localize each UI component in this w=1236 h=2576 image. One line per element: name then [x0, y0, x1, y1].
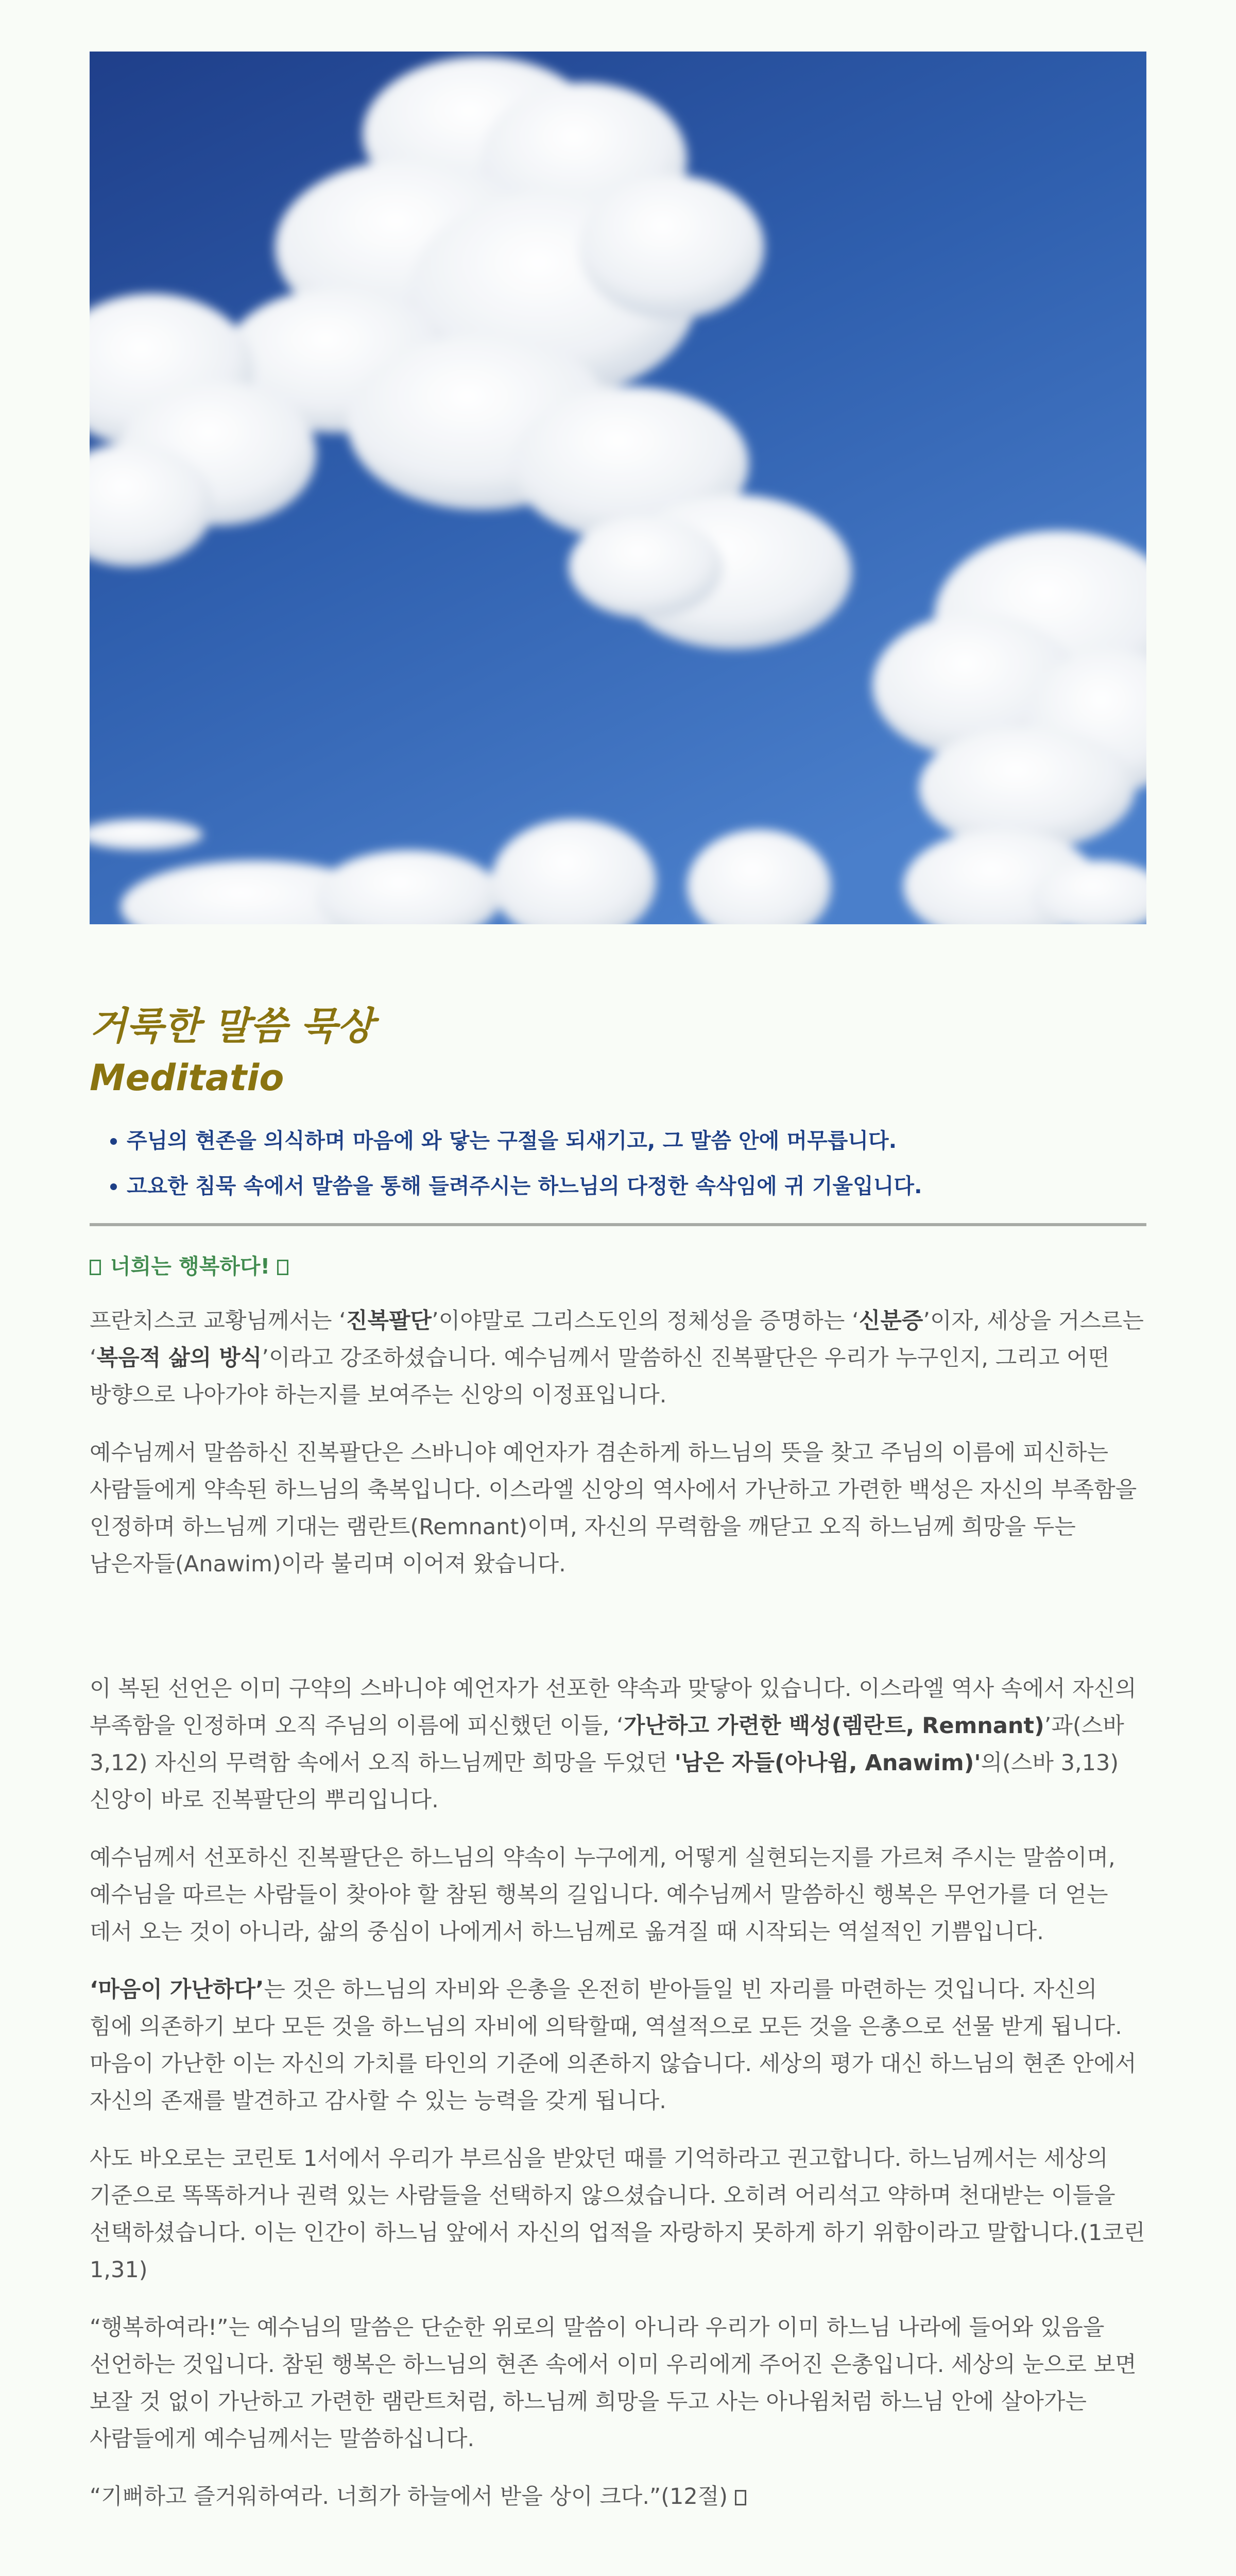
text: ’이라고 강조하셨습니다. 예수님께서 말씀하신 진복팔단은 우리가 누구인지, 그리고 어떤 방향으로 나아가야 하는지를 보여주는 신앙의 이정표입니다.: [90, 1345, 1110, 1408]
intro-list: [90, 1126, 1146, 1200]
divider: [90, 1223, 1146, 1226]
spacer: [90, 1583, 1146, 1650]
missing-glyph-icon: [277, 1260, 288, 1275]
text: 프란치스코 교황님께서는 ‘: [90, 1308, 346, 1334]
text: ’이자, 세상을 거스르는 ‘: [90, 1308, 1144, 1371]
intro-item: • 주님의 현존을 의식하며 마음에 와 닿는 구절을 되새기고, 그 말씀 안에 머무릅니다.: [127, 1126, 1146, 1155]
emphasis: 복음적 삶의 방식: [96, 1345, 262, 1371]
paragraph: 사도 바오로는 코린토 1서에서 우리가 부르심을 받았던 때를 기억하라고 권고합니다. 하느님께서는 세상의 기준으로 똑똑하거나 권력 있는 사람들을 선택하지 않으셨습니다. 오히려 어리석고 약하며 천대받는 이들을 선택하셨습니다. 이는 인간이 하느님 앞에서 자신의 업적을 자랑하지 못하게 하기 위함이라고 말합니다.(1코린 1,31): [90, 2146, 1145, 2283]
emphasis: 진복팔단: [346, 1308, 432, 1334]
paragraph: [90, 1971, 1146, 2120]
text: “기뻐하고 즐거워하여라. 너희가 하늘에서 받을 상이 크다.”(12절): [90, 2484, 728, 2510]
text: 이 복된 선언은 이미 구약의 스바니야 예언자가 선포한 약속과 맞닿아 있습니다. 이스라엘 역사 속에서 자신의 부족함을 인정하며 오직 주님의 이름에 피신했던 이들, ‘: [90, 1676, 1137, 1739]
article: [90, 52, 1146, 2576]
paragraph: 예수님께서 선포하신 진복팔단은 하느님의 약속이 누구에게, 어떻게 실현되는지를 가르쳐 주시는 말씀이며, 예수님을 따르는 사람들이 찾아야 할 참된 행복의 길입니다. 예수님께서 말씀하신 행복은 무언가를 더 얻는 데서 오는 것이 아니라, 삶의 중심이 나에게서 하느님께로 옮겨질 때 시작되는 역설적인 기쁨입니다.: [90, 1845, 1115, 1945]
paragraph: [90, 1302, 1146, 1414]
emphasis: '남은 자들(아나윔, Anawim)': [674, 1750, 981, 1776]
sky-clouds-image: [90, 52, 1146, 924]
section-heading: [90, 1251, 1146, 1282]
text: ’이야말로 그리스도인의 정체성을 증명하는 ‘: [432, 1308, 859, 1334]
emphasis: 가난하고 가련한 백성(렘란트, Remnant): [623, 1713, 1044, 1739]
text: 는 것은 하느님의 자비와 은총을 온전히 받아들일 빈 자리를 마련하는 것입니다. 자신의 힘에 의존하기 보다 모든 것을 하느님의 자비에 의탁할때, 역설적으로 모든 것을 은총으로 선물 받게 됩니다. 마음이 가난한 이는 자신의 가치를 타인의 기준에 의존하지 않습니다. 세상의 평가 대신 하느님의 현존 안에서 자신의 존재를 발견하고 감사할 수 있는 능력을 갖게 됩니다.: [90, 1977, 1137, 2114]
paragraph: “행복하여라!”는 예수님의 말씀은 단순한 위로의 말씀이 아니라 우리가 이미 하느님 나라에 들어와 있음을 선언하는 것입니다. 참된 행복은 하느님의 현존 속에서 이미 우리에게 주어진 은총입니다. 세상의 눈으로 보면 보잘 것 없이 가난하고 가련한 램란트처럼, 하느님께 희망을 두고 사는 아나윔처럼 하느님 안에 살아가는 사람들에게 예수님께서는 말씀하십니다.: [90, 2315, 1137, 2452]
section-heading-text: 너희는 행복하다!: [110, 1254, 270, 1279]
emphasis: ‘마음이 가난하다’: [90, 1977, 264, 2003]
text: ’과(스바 3,12) 자신의 무력함 속에서 오직 하느님께만 희망을 두었던: [90, 1713, 1124, 1776]
paragraph: [90, 2478, 1146, 2515]
missing-glyph-icon: [735, 2490, 746, 2505]
paragraph: 예수님께서 말씀하신 진복팔단은 스바니야 예언자가 겸손하게 하느님의 뜻을 찾고 주님의 이름에 피신하는 사람들에게 약속된 하느님의 축복입니다. 이스라엘 신앙의 역사에서 가난하고 가련한 백성은 자신의 부족함을 인정하며 하느님께 기대는 램란트(Remnant)이며, 자신의 무력함을 깨닫고 오직 하느님께 희망을 두는 남은자들(Anawim)이라 불리며 이어져 왔습니다.: [90, 1440, 1137, 1577]
page-title-korean: 거룩한 말씀 묵상: [90, 1004, 374, 1048]
paragraph: [90, 1670, 1146, 1819]
emphasis: 신분증: [859, 1308, 923, 1334]
intro-item: • 고요한 침묵 속에서 말씀을 통해 들려주시는 하느님의 다정한 속삭임에 귀 기울입니다.: [127, 1172, 1146, 1200]
title-block: [90, 1001, 1146, 1104]
page-title-latin: Meditatio: [90, 1057, 284, 1099]
text: 의(스바 3,13) 신앙이 바로 진복팔단의 뿌리입니다.: [90, 1750, 1119, 1813]
missing-glyph-icon: [90, 1260, 101, 1275]
